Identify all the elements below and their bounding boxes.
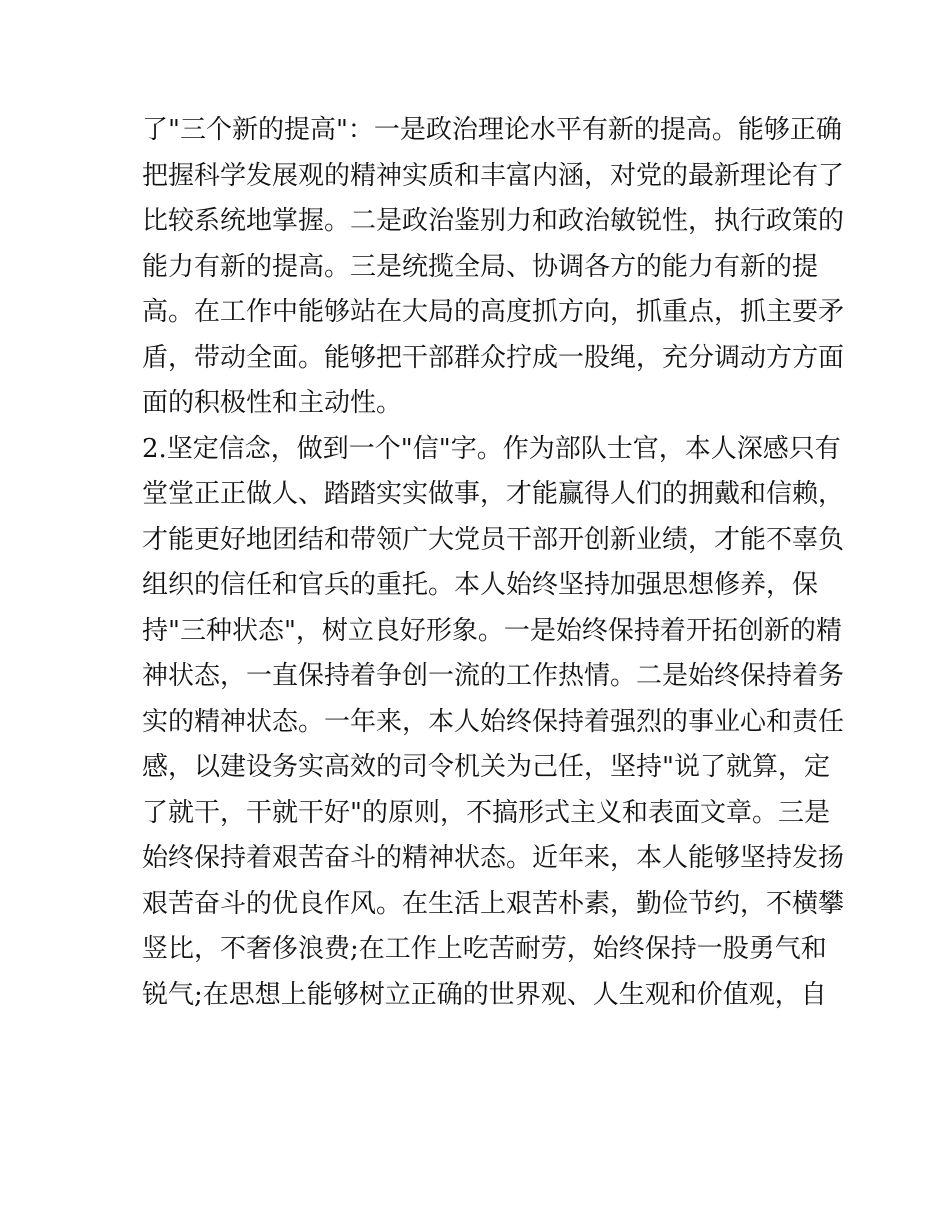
- text-line: 神状态，一直保持着争创一流的工作热情。二是始终保持着务: [142, 661, 845, 691]
- text-line: 组织的信任和官兵的重托。本人始终坚持加强思想修养，保: [142, 570, 819, 600]
- text-line: 持"三种状态"，树立良好形象。一是始终保持着开拓创新的精: [142, 615, 842, 646]
- text-line: 了"三个新的提高"：一是政治理论水平有新的提高。能够正确: [142, 115, 842, 145]
- text-line: 能力有新的提高。三是统揽全局、协调各方的能力有新的提: [142, 251, 819, 282]
- text-line: 竖比，不奢侈浪费;在工作上吃苦耐劳，始终保持一股勇气和: [142, 934, 827, 964]
- text-line: 了就干，干就干好"的原则，不搞形式主义和表面文章。三是: [142, 797, 830, 828]
- text-line: 才能更好地团结和带领广大党员干部开创新业绩，才能不辜负: [142, 524, 845, 555]
- text-line: 把握科学发展观的精神实质和丰富内涵，对党的最新理论有了: [142, 160, 845, 191]
- text-line: 锐气;在思想上能够树立正确的世界观、人生观和价值观，自: [142, 979, 827, 1010]
- body-text: [142, 108, 845, 1018]
- text-line: 面的积极性和主动性。: [142, 388, 403, 418]
- text-line: 比较系统地掌握。二是政治鉴别力和政治敏锐性，执行政策的: [142, 206, 845, 236]
- text-line: 实的精神状态。一年来，本人始终保持着强烈的事业心和责任: [142, 706, 845, 737]
- text-line: 始终保持着艰苦奋斗的精神状态。近年来，本人能够坚持发扬: [142, 843, 845, 873]
- text-line: 堂堂正正做人、踏踏实实做事，才能赢得人们的拥戴和信赖，: [142, 479, 845, 509]
- text-line: 盾，带动全面。能够把干部群众拧成一股绳，充分调动方方面: [142, 342, 845, 373]
- text-line: 艰苦奋斗的优良作风。在生活上艰苦朴素，勤俭节约，不横攀: [142, 888, 845, 919]
- text-line: 高。在工作中能够站在大局的高度抓方向，抓重点，抓主要矛: [142, 297, 845, 327]
- text-line: 2.坚定信念，做到一个"信"字。作为部队士官，本人深感只有: [142, 433, 841, 464]
- text-line: 感，以建设务实高效的司令机关为己任，坚持"说了就算，定: [142, 752, 830, 782]
